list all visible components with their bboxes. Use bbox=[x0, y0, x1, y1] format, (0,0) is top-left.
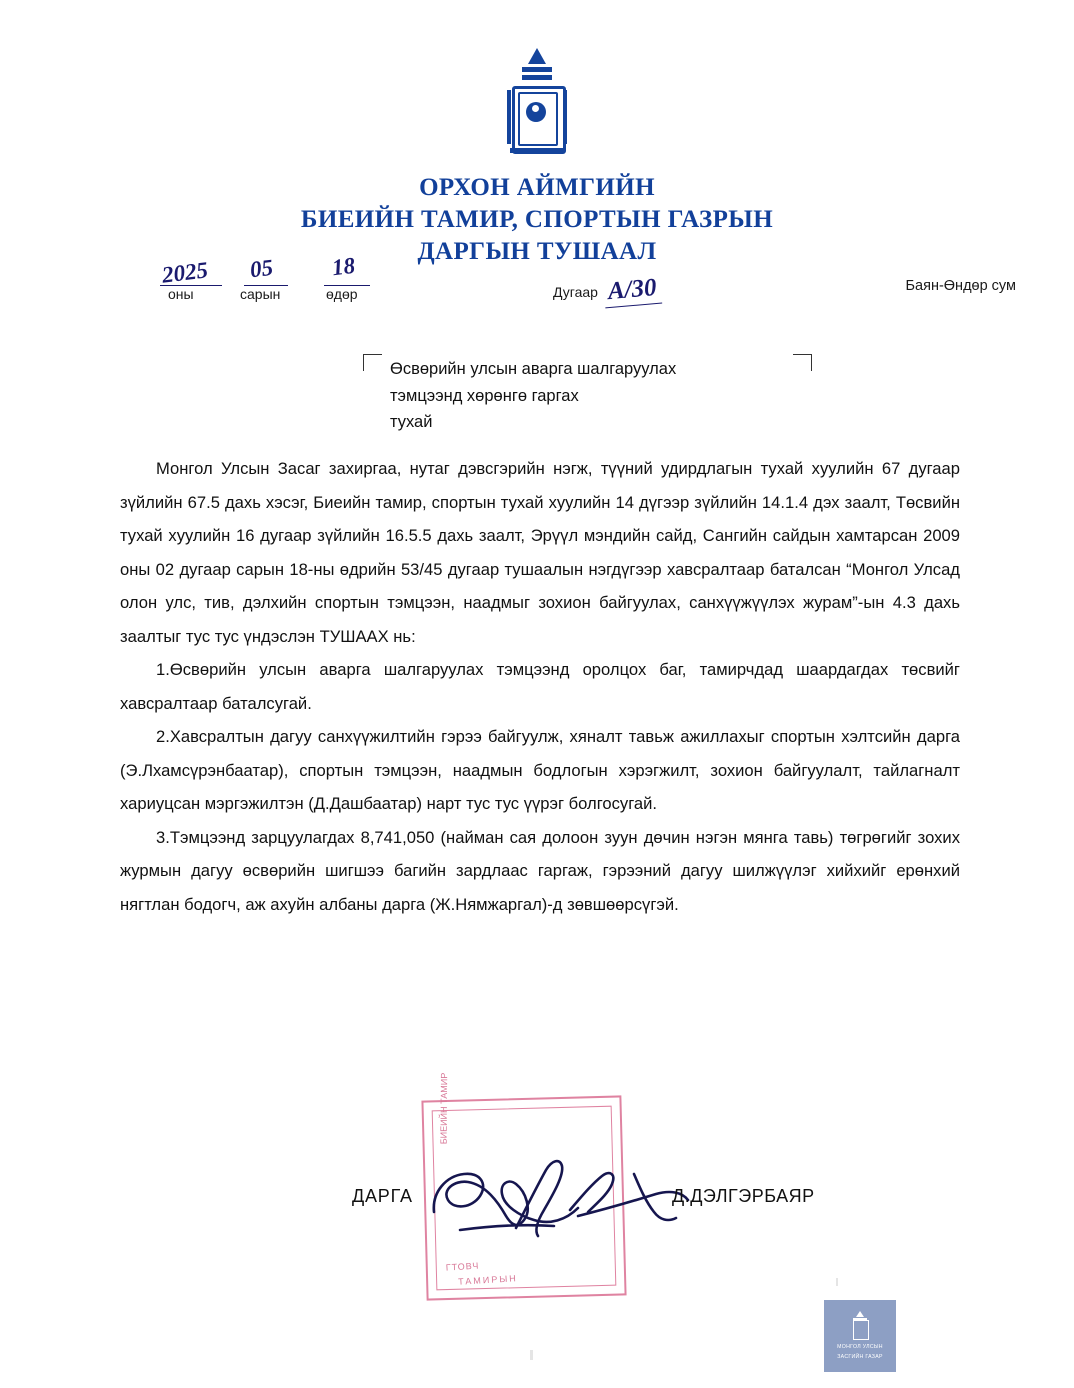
date-month-handwritten: 05 bbox=[248, 254, 275, 283]
body-paragraph-1: 1.Өсвөрийн улсын аварга шалгаруулах тэмцээнд оролцох баг, тамирчдад шаардагдах төсвийг хавсралтаар баталсугай. bbox=[120, 660, 960, 713]
state-emblem-container bbox=[0, 48, 1074, 160]
signature-name: Д.ДЭЛГЭРБАЯР bbox=[672, 1186, 815, 1206]
document-number-label: Дугаар bbox=[553, 284, 598, 300]
footer-badge-line-2: ЗАСГИЙН ГАЗАР bbox=[837, 1354, 883, 1360]
signature-title: ДАРГА bbox=[352, 1186, 413, 1206]
heading-line-2: БИЕИЙН ТАМИР, СПОРТЫН ГАЗРЫН bbox=[300, 206, 774, 233]
stamp-text-line-1: ГТОВЧ bbox=[445, 1260, 480, 1273]
footer-badge-line-1: МОНГОЛ УЛСЫН bbox=[837, 1343, 883, 1350]
body-paragraph-0: Монгол Улсын Засаг захиргаа, нутаг дэвсгэрийн нэгж, түүний удирдлагын тухай хуулийн 67 дугаар зүйлийн 67.5 дахь хэсэг, Биеийн тамир, спортын тухай хуулийн 14 дүгээр зүйлийн 14.1.4 дэх заалт, Төсвийн тухай хуулийн 16 дугаар зүйлийн 16.5.5 дахь заалт, Эрүүл мэндийн сайд, Сангийн сайдын хамтарсан 2009 оны 02 дугаар сарын 18-ны өдрийн 53/45 дугаар тушаалын нэгдүгээр хавсралтаар баталсан “Монгол Улсад олон улс, тив, дэлхийн спортын тэмцээн, наадмыг зохион байгуулах, санхүүжүүлэх журам”-ын 4.3 дахь заалтыг тус тус үндэслэн ТУШААХ нь: bbox=[120, 459, 960, 646]
scan-artifact-2 bbox=[836, 1278, 838, 1286]
organization-heading bbox=[0, 172, 1074, 268]
document-meta-row bbox=[0, 252, 1074, 312]
document-place: Баян-Өндөр сум bbox=[905, 278, 1016, 294]
heading-line-1: ОРХОН АЙМГИЙН bbox=[419, 174, 655, 201]
document-number-value: А/30 bbox=[603, 274, 662, 309]
body-paragraph-2: 2.Хавсралтын дагуу санхүүжилтийн гэрээ байгуулж, хяналт тавьж ажиллахыг спортын хэлтсийн дарга (Э.Лхамсүрэнбаатар), спортын тэмцээн, наадмын бодлогын хэрэгжилт, зохион байгуулалт, тайлагналт хариуцсан мэргэжилтэн (Д.Дашбаатар) нарт тус тус үүрэг болгосугай. bbox=[120, 727, 960, 814]
scan-artifact-1 bbox=[530, 1350, 533, 1360]
date-block bbox=[152, 252, 442, 302]
subject-line-1: Өсвөрийн улсын аварга шалгаруулах bbox=[390, 360, 677, 378]
date-day-label: өдөр bbox=[326, 286, 358, 302]
document-subject bbox=[360, 356, 830, 436]
date-day-handwritten: 18 bbox=[330, 252, 357, 281]
body-paragraph-3: 3.Тэмцээнд зарцуулагдах 8,741,050 (найман сая долоон зуун дөчин нэгэн мянга тавь) төгрөгийг зохих журмын дагуу өсвөрийн шигшээ багийн зардлаас гаргаж, гэрээний дагуу шилжүүлэг хийхийг ерөнхий нягтлан бодогч, аж ахуйн албаны дарга (Ж.Нямжаргал)-д зөвшөөрсүгэй. bbox=[120, 827, 960, 914]
stamp-text-line-2: ТАМИРЫН bbox=[457, 1273, 519, 1287]
mongolia-state-emblem-icon bbox=[506, 48, 568, 160]
date-year-label: оны bbox=[168, 286, 194, 302]
document-body bbox=[120, 452, 960, 921]
government-footer-badge bbox=[824, 1300, 896, 1372]
mini-emblem-icon bbox=[851, 1311, 869, 1341]
signature-row bbox=[0, 1178, 1074, 1228]
subject-line-3: тухай bbox=[390, 413, 433, 432]
subject-line-2: тэмцээнд хөрөнгө гаргах bbox=[390, 386, 579, 405]
document-number-block bbox=[553, 273, 661, 306]
heading-line-3: ДАРГЫН ТУШААЛ bbox=[417, 238, 657, 265]
date-month-label: сарын bbox=[240, 286, 281, 302]
stamp-side-text: БИЕИЙН ТАМИР bbox=[438, 1072, 450, 1145]
date-year-handwritten: 2025 bbox=[160, 257, 210, 288]
